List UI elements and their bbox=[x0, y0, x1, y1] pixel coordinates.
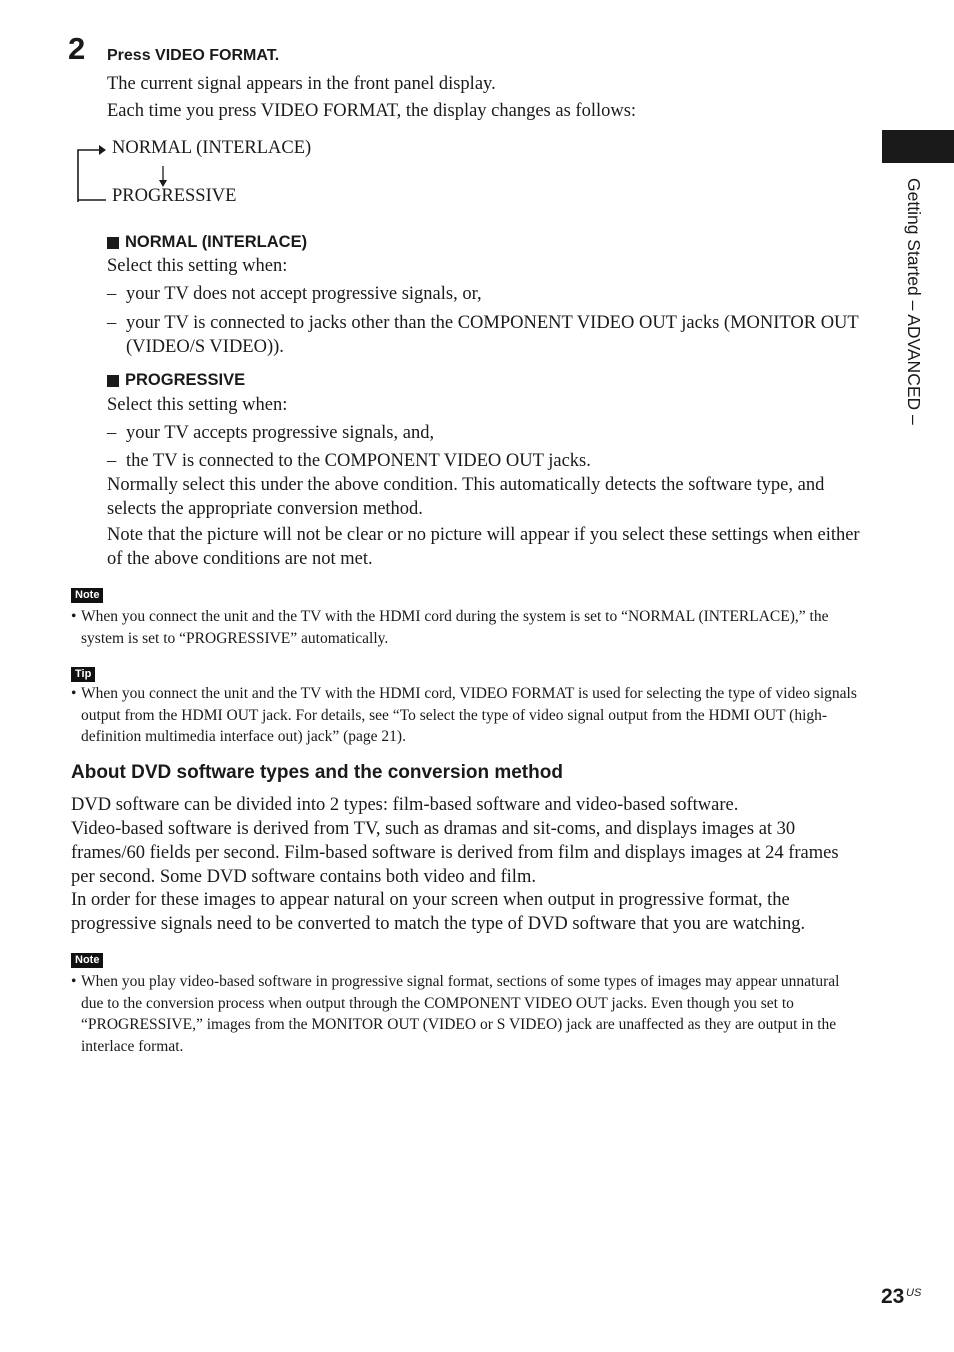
normal-intro: Select this setting when: bbox=[107, 256, 288, 276]
flow-label-top: NORMAL (INTERLACE) bbox=[112, 138, 312, 158]
step-line-2: Each time you press VIDEO FORMAT, the display changes as follows: bbox=[107, 101, 637, 121]
progressive-paragraph-2: Note that the picture will not be clear or no picture will appear if you select these settings when either of the above conditions are not met. bbox=[107, 525, 860, 569]
tip-item: • When you connect the unit and the TV with the HDMI cord, VIDEO FORMAT is used for selecting the type of video signals output from the HDMI OUT jack. For details, see “To select the type of video signal output from the HDMI OUT (high-definition multimedia interface out) jack” (page 21). bbox=[71, 683, 861, 748]
section-paragraph-1: DVD software can be divided into 2 types: film-based software and video-based software. bbox=[71, 795, 739, 815]
list-item-text: the TV is connected to the COMPONENT VIDEO OUT jacks. bbox=[126, 451, 591, 471]
note-badge: Note bbox=[71, 588, 103, 603]
tip-badge: Tip bbox=[71, 667, 95, 682]
section-tab-marker bbox=[882, 130, 954, 163]
note-text: When you play video-based software in progressive signal format, sections of some types of images may appear unnatural due to the conversion process when output through the COMPONENT VIDEO OUT jacks. Even though you set to “PROGRESSIVE,” images from the MONITOR OUT (VIDEO or S VIDEO) jack are unaffected as they are output in the interlace format. bbox=[81, 973, 840, 1055]
flow-label-bottom: PROGRESSIVE bbox=[112, 186, 237, 206]
section-heading: About DVD software types and the conversion method bbox=[71, 762, 563, 783]
progressive-paragraph-1: Normally select this under the above condition. This automatically detects the software type, and selects the appropriate conversion method. bbox=[107, 475, 825, 519]
normal-heading bbox=[107, 233, 307, 252]
note-badge: Note bbox=[71, 953, 103, 968]
normal-heading-text: NORMAL (INTERLACE) bbox=[125, 233, 308, 251]
note-item: • When you connect the unit and the TV with the HDMI cord during the system is set to “NORMAL (INTERLACE),” the system is set to “PROGRESSIVE” automatically. bbox=[71, 606, 861, 649]
square-bullet-icon bbox=[107, 375, 119, 387]
list-item: – your TV accepts progressive signals, and, bbox=[107, 421, 867, 445]
sidebar-section-label: Getting Started – ADVANCED – bbox=[904, 178, 924, 425]
list-item: – your TV is connected to jacks other than the COMPONENT VIDEO OUT jacks (MONITOR OUT (VIDEO/S VIDEO)). bbox=[107, 311, 867, 359]
page-number: 23 bbox=[881, 1285, 905, 1308]
section-paragraph-2: Video-based software is derived from TV, such as dramas and sit-coms, and displays images at 30 frames/60 fields per second. Film-based software is derived from film and displays images at 24 frames per second. Some DVD software contains both video and film. bbox=[71, 819, 839, 887]
page-number-suffix: US bbox=[906, 1287, 922, 1299]
list-item-text: your TV is connected to jacks other than the COMPONENT VIDEO OUT jacks (MONITOR OUT (VIDEO/S VIDEO)). bbox=[126, 313, 859, 357]
section-paragraph-3: In order for these images to appear natural on your screen when output in progressive format, the progressive signals need to be converted to match the type of DVD software that you are watching. bbox=[71, 890, 806, 934]
step-title: Press VIDEO FORMAT. bbox=[107, 47, 280, 64]
progressive-heading-text: PROGRESSIVE bbox=[125, 371, 246, 389]
list-item: – your TV does not accept progressive signals, or, bbox=[107, 282, 867, 306]
note-item: • When you play video-based software in progressive signal format, sections of some types of images may appear unnatural due to the conversion process when output through the COMPONENT VIDEO OUT jacks. Even though you set to “PROGRESSIVE,” images from the MONITOR OUT (VIDEO or S VIDEO) jack are unaffected as they are output in the interlace format. bbox=[71, 971, 861, 1057]
note-text: When you connect the unit and the TV with the HDMI cord during the system is set to “NORMAL (INTERLACE),” the system is set to “PROGRESSIVE” automatically. bbox=[81, 608, 829, 647]
list-item-text: your TV does not accept progressive signals, or, bbox=[126, 284, 482, 304]
square-bullet-icon bbox=[107, 237, 119, 249]
progressive-heading bbox=[107, 371, 245, 390]
tip-text: When you connect the unit and the TV with the HDMI cord, VIDEO FORMAT is used for selecting the type of video signals output from the HDMI OUT jack. For details, see “To select the type of video signal output from the HDMI OUT (high-definition multimedia interface out) jack” (page 21). bbox=[81, 685, 857, 745]
progressive-intro: Select this setting when: bbox=[107, 395, 288, 415]
step-line-1: The current signal appears in the front panel display. bbox=[107, 74, 496, 94]
flow-loop-line bbox=[78, 150, 100, 202]
flow-arrowhead-right bbox=[99, 145, 106, 155]
step-number: 2 bbox=[68, 31, 86, 66]
list-item: – the TV is connected to the COMPONENT VIDEO OUT jacks. bbox=[107, 449, 867, 473]
list-item-text: your TV accepts progressive signals, and, bbox=[126, 423, 435, 443]
